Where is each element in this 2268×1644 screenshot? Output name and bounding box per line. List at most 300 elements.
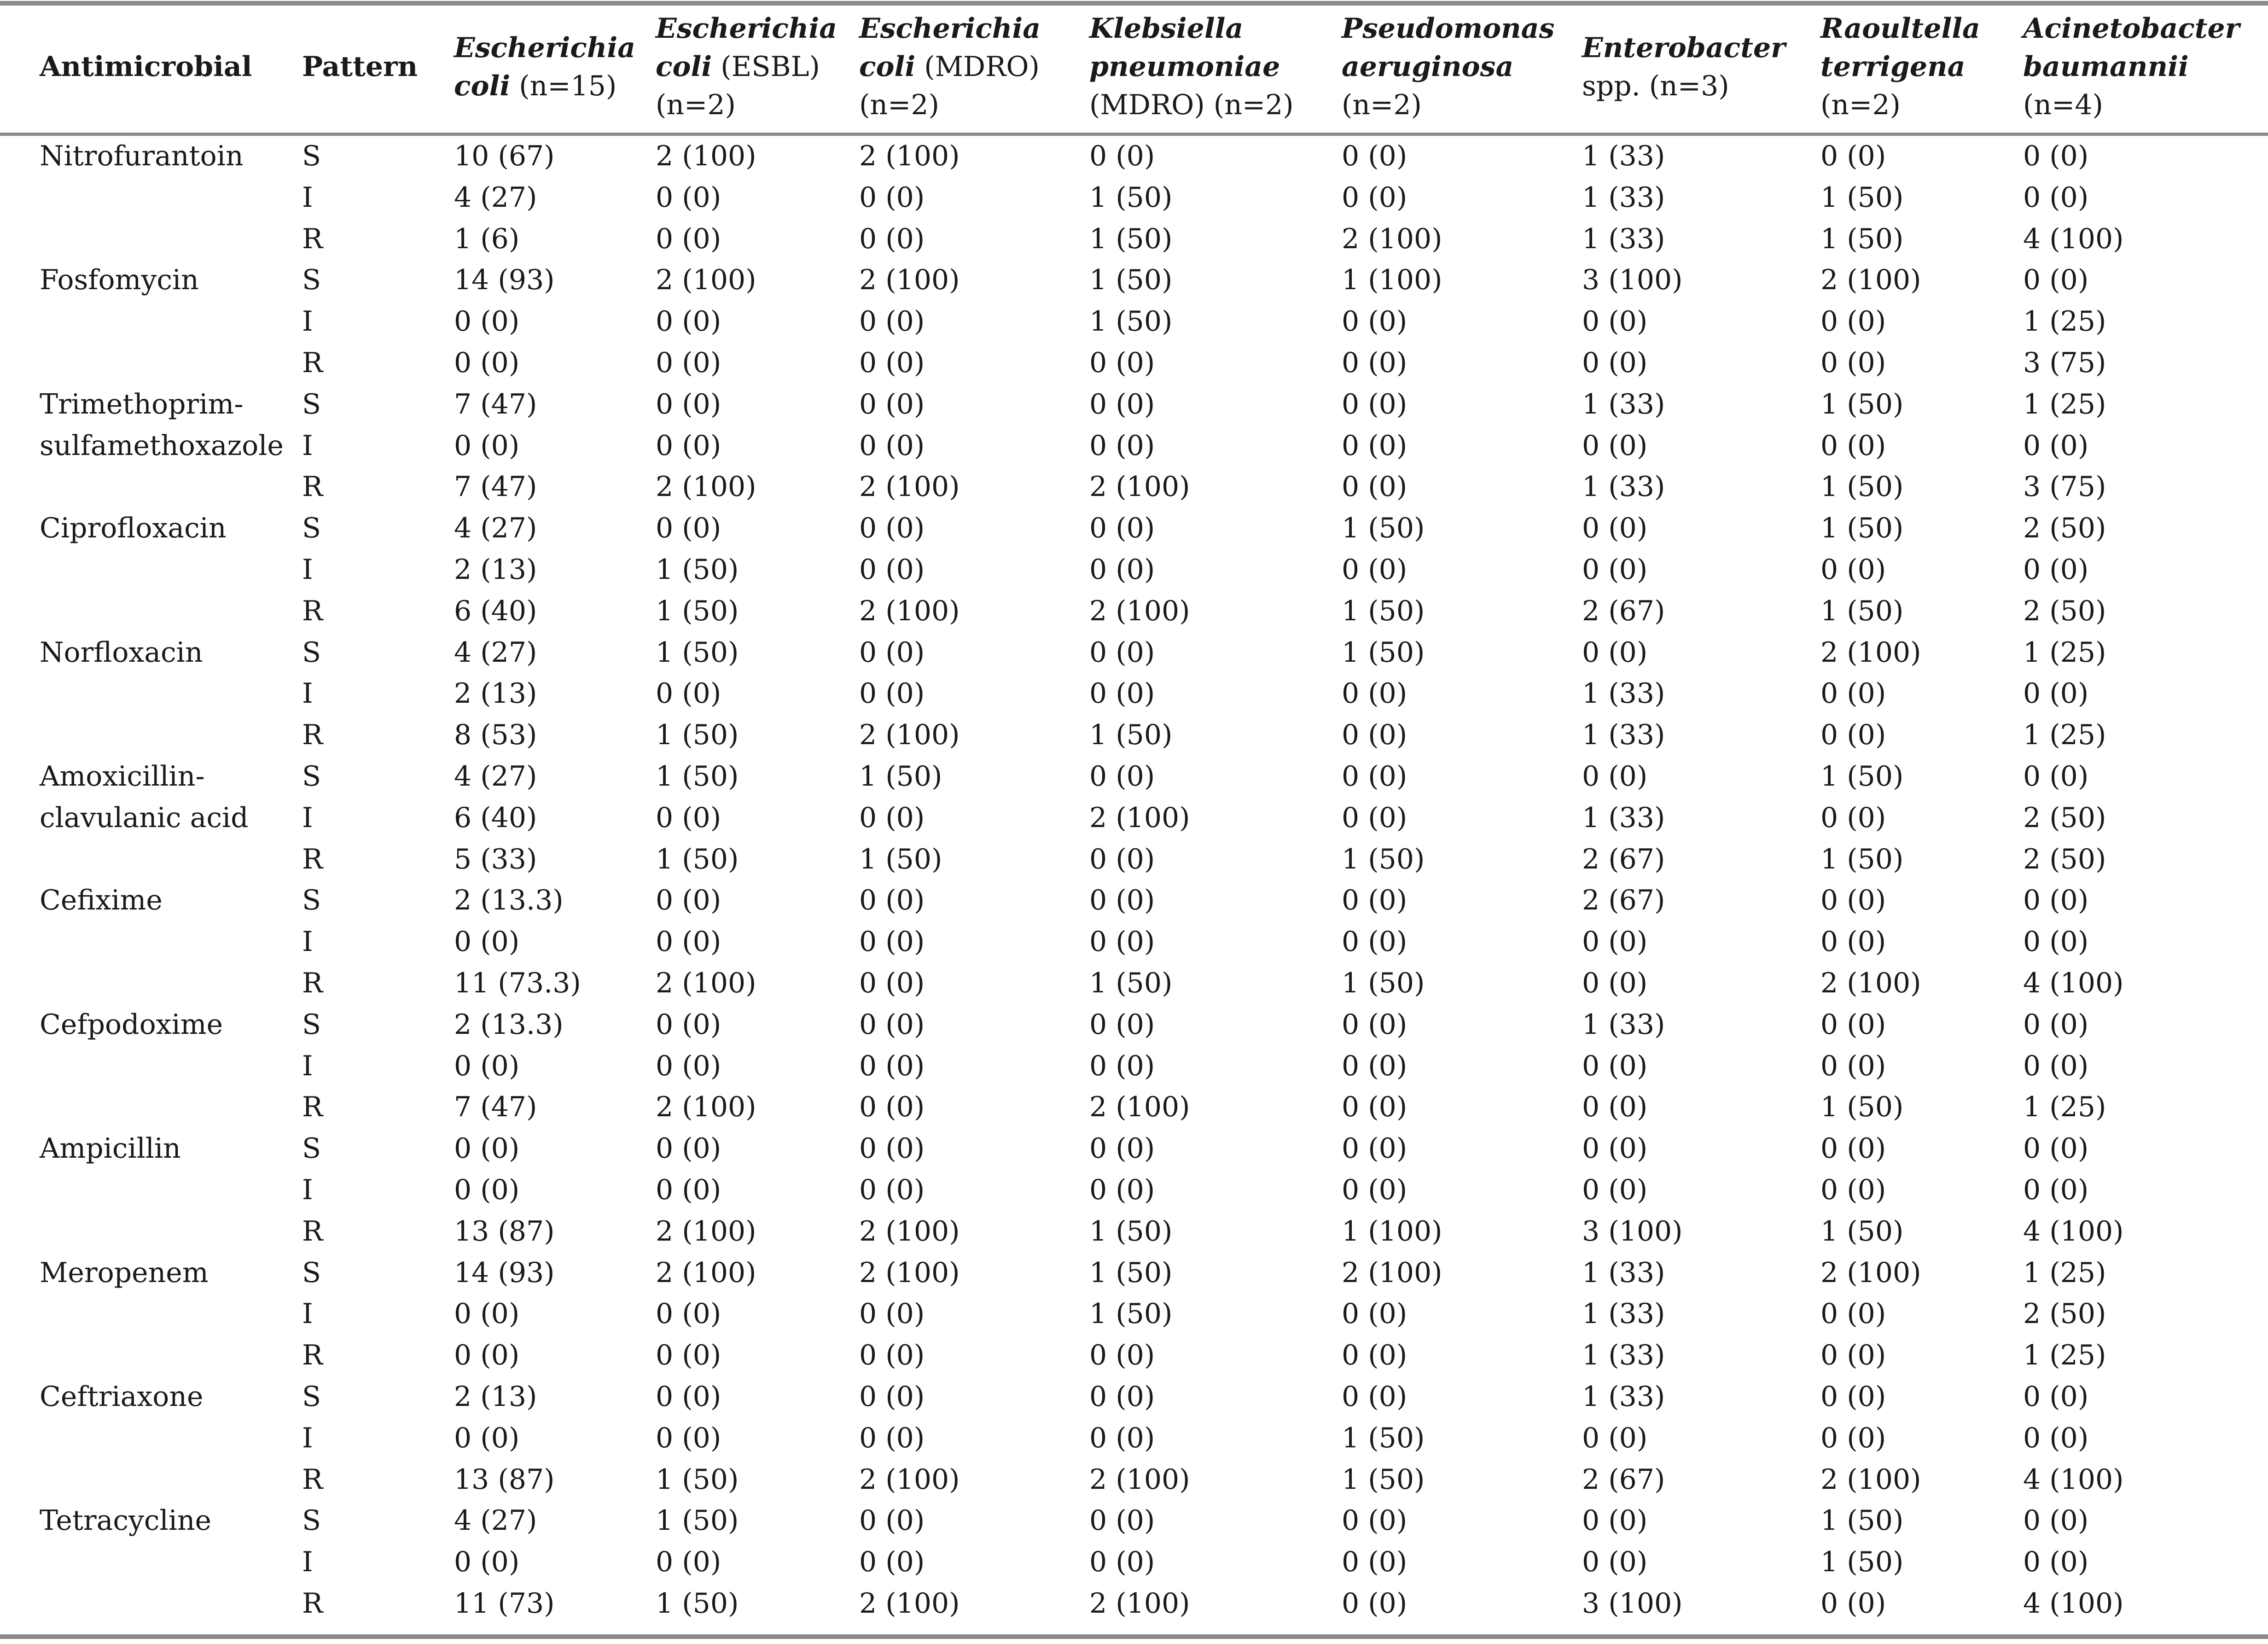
value-cell: 0 (0) <box>454 926 520 958</box>
table-row <box>0 715 2268 756</box>
header-organism-text: spp. (n=3) <box>1582 70 1729 102</box>
value-cell: 2 (100) <box>1820 1463 1921 1496</box>
value-cell: 2 (13.3) <box>454 1008 564 1041</box>
header-organism-text: Klebsiella <box>1089 12 1244 45</box>
table-row <box>0 1418 2268 1459</box>
value-cell: 1 (33) <box>1582 719 1665 752</box>
value-cell: 0 (0) <box>1342 1380 1407 1413</box>
left-gutter <box>0 301 40 343</box>
value-cell: 1 (25) <box>2023 1339 2106 1372</box>
value-cell: 1 (33) <box>1582 1380 1665 1413</box>
left-gutter <box>0 1418 40 1459</box>
pattern-cell: S <box>302 1008 321 1041</box>
value-cell: 0 (0) <box>2023 264 2089 297</box>
header-organism-line <box>859 48 1089 86</box>
value-cell: 0 (0) <box>1582 346 1648 379</box>
header-organism-text: (n=2) <box>656 89 736 121</box>
value-cell: 0 (0) <box>454 346 520 379</box>
antimicrobial-cell <box>40 1335 302 1376</box>
value-cell: 0 (0) <box>1820 1587 1886 1620</box>
value-cell: 4 (100) <box>2023 1463 2124 1496</box>
value-cell: 4 (27) <box>454 760 537 793</box>
left-gutter <box>0 466 40 508</box>
value-cell: 2 (13) <box>454 677 537 710</box>
header-organism-line <box>1820 86 2023 124</box>
pattern-cell: S <box>302 140 321 172</box>
value-cell: 2 (100) <box>1820 1256 1921 1289</box>
value-cell: 1 (50) <box>1089 1215 1173 1248</box>
value-cell: 0 (0) <box>454 1339 520 1372</box>
antimicrobial-cell <box>40 466 302 508</box>
left-gutter <box>0 1500 40 1542</box>
value-cell: 2 (50) <box>2023 1298 2106 1330</box>
value-cell: 0 (0) <box>656 181 721 214</box>
value-cell: 1 (50) <box>1820 1504 1904 1537</box>
pattern-cell: I <box>302 926 313 958</box>
value-cell: 0 (0) <box>859 388 925 420</box>
value-cell: 0 (0) <box>1089 843 1155 875</box>
value-cell: 0 (0) <box>1820 1380 1886 1413</box>
value-cell: 0 (0) <box>1089 1173 1155 1206</box>
value-cell: 0 (0) <box>859 1173 925 1206</box>
pattern-cell: S <box>302 1380 321 1413</box>
value-cell: 0 (0) <box>2023 760 2089 793</box>
header-organism-line <box>1820 10 2023 48</box>
value-cell: 0 (0) <box>1582 760 1648 793</box>
value-cell: 1 (50) <box>1089 181 1173 214</box>
value-cell: 0 (0) <box>656 1049 721 1082</box>
value-cell: 0 (0) <box>1089 1546 1155 1579</box>
value-cell: 2 (100) <box>859 264 960 297</box>
pattern-cell: S <box>302 512 321 545</box>
value-cell: 0 (0) <box>2023 1546 2089 1579</box>
pattern-cell: I <box>302 429 313 462</box>
value-cell: 0 (0) <box>859 429 925 462</box>
value-cell: 6 (40) <box>454 801 537 834</box>
header-organism-line <box>1089 48 1342 86</box>
value-cell: 7 (47) <box>454 471 537 503</box>
left-gutter <box>0 1170 40 1211</box>
value-cell: 2 (100) <box>1089 1463 1190 1496</box>
table-row <box>0 177 2268 219</box>
value-cell: 1 (50) <box>1089 719 1173 752</box>
value-cell: 4 (27) <box>454 181 537 214</box>
table-row <box>0 219 2268 260</box>
pattern-cell: I <box>302 553 313 586</box>
pattern-cell: I <box>302 1546 313 1579</box>
value-cell: 0 (0) <box>1342 760 1407 793</box>
value-cell: 2 (100) <box>656 1256 756 1289</box>
value-cell: 0 (0) <box>2023 1422 2089 1454</box>
value-cell: 1 (25) <box>2023 636 2106 669</box>
value-cell: 0 (0) <box>1820 429 1886 462</box>
left-gutter <box>0 177 40 219</box>
bottom-rule <box>0 1634 2268 1639</box>
table-row <box>0 1170 2268 1211</box>
value-cell: 1 (50) <box>656 1587 739 1620</box>
antimicrobial-cell <box>40 1583 302 1625</box>
pattern-cell: R <box>302 595 323 627</box>
value-cell: 0 (0) <box>1820 884 1886 917</box>
value-cell: 1 (33) <box>1582 222 1665 255</box>
value-cell: 0 (0) <box>859 305 925 338</box>
value-cell: 2 (100) <box>656 264 756 297</box>
left-gutter <box>0 260 40 301</box>
table-row <box>0 963 2268 1004</box>
antimicrobial-cell <box>40 715 302 756</box>
value-cell: 1 (50) <box>1089 1256 1173 1289</box>
table-row <box>0 466 2268 508</box>
value-cell: 0 (0) <box>1342 1173 1407 1206</box>
value-cell: 0 (0) <box>859 636 925 669</box>
table-row <box>0 1253 2268 1294</box>
value-cell: 2 (100) <box>1820 264 1921 297</box>
value-cell: 0 (0) <box>1342 1504 1407 1537</box>
pattern-cell: R <box>302 1339 323 1372</box>
value-cell: 1 (50) <box>1089 264 1173 297</box>
value-cell: 0 (0) <box>1342 1339 1407 1372</box>
value-cell: 2 (100) <box>859 719 960 752</box>
pattern-cell: I <box>302 181 313 214</box>
value-cell: 1 (33) <box>1582 471 1665 503</box>
antimicrobial-cell: Trimethoprim- <box>40 388 244 420</box>
antimicrobial-cell <box>40 177 302 219</box>
value-cell: 0 (0) <box>1582 636 1648 669</box>
value-cell: 0 (0) <box>1342 677 1407 710</box>
value-cell: 1 (6) <box>454 222 520 255</box>
value-cell: 1 (25) <box>2023 1256 2106 1289</box>
value-cell: 0 (0) <box>2023 884 2089 917</box>
value-cell: 2 (100) <box>859 1215 960 1248</box>
value-cell: 1 (33) <box>1582 677 1665 710</box>
header-organism-line <box>1820 48 2023 86</box>
table-row <box>0 1128 2268 1170</box>
value-cell: 0 (0) <box>1582 429 1648 462</box>
value-cell: 0 (0) <box>859 677 925 710</box>
value-cell: 1 (33) <box>1582 1298 1665 1330</box>
value-cell: 0 (0) <box>1089 926 1155 958</box>
value-cell: 2 (50) <box>2023 512 2106 545</box>
value-cell: 2 (100) <box>859 1463 960 1496</box>
value-cell: 2 (100) <box>859 595 960 627</box>
table-row <box>0 549 2268 591</box>
antimicrobial-cell: Cefpodoxime <box>40 1008 223 1041</box>
pattern-cell: I <box>302 1298 313 1330</box>
value-cell: 7 (47) <box>454 1091 537 1124</box>
left-gutter <box>0 715 40 756</box>
value-cell: 1 (50) <box>656 1504 739 1537</box>
value-cell: 0 (0) <box>656 926 721 958</box>
value-cell: 0 (0) <box>1820 1132 1886 1165</box>
antimicrobial-cell: Tetracycline <box>40 1504 212 1537</box>
header-organism-text: (MDRO) <box>915 51 1040 83</box>
value-cell: 1 (50) <box>656 843 739 875</box>
antimicrobial-cell: Meropenem <box>40 1256 209 1289</box>
value-cell: 2 (100) <box>859 140 960 172</box>
antimicrobial-cell <box>40 343 302 384</box>
left-gutter <box>0 963 40 1004</box>
pattern-cell: S <box>302 884 321 917</box>
value-cell: 0 (0) <box>1342 346 1407 379</box>
value-cell: 0 (0) <box>1820 140 1886 172</box>
pattern-cell: R <box>302 346 323 379</box>
value-cell: 1 (50) <box>1342 843 1425 875</box>
value-cell: 2 (100) <box>656 1215 756 1248</box>
value-cell: 1 (50) <box>1820 595 1904 627</box>
header-organism <box>1342 0 1582 134</box>
left-gutter <box>0 508 40 549</box>
value-cell: 0 (0) <box>1089 388 1155 420</box>
table-row <box>0 1500 2268 1542</box>
value-cell: 0 (0) <box>1820 346 1886 379</box>
value-cell: 2 (100) <box>1089 595 1190 627</box>
table-row <box>0 1294 2268 1335</box>
value-cell: 6 (40) <box>454 595 537 627</box>
header-organism <box>656 0 859 134</box>
antimicrobial-cell: Ciprofloxacin <box>40 512 227 545</box>
value-cell: 0 (0) <box>859 1008 925 1041</box>
table-body <box>0 134 2268 1625</box>
table-row <box>0 1004 2268 1046</box>
value-cell: 0 (0) <box>1820 1173 1886 1206</box>
table-row <box>0 508 2268 549</box>
value-cell: 0 (0) <box>1820 305 1886 338</box>
value-cell: 1 (50) <box>1820 512 1904 545</box>
value-cell: 2 (100) <box>1342 222 1442 255</box>
value-cell: 2 (100) <box>1089 1587 1190 1620</box>
antimicrobial-cell <box>40 839 302 880</box>
header-organism-line <box>1089 86 1342 124</box>
value-cell: 0 (0) <box>859 181 925 214</box>
value-cell: 2 (100) <box>1342 1256 1442 1289</box>
value-cell: 0 (0) <box>2023 429 2089 462</box>
header-organism-text: coli <box>859 51 916 83</box>
value-cell: 0 (0) <box>1582 1091 1648 1124</box>
value-cell: 1 (50) <box>656 553 739 586</box>
value-cell: 0 (0) <box>1582 512 1648 545</box>
table-row <box>0 1087 2268 1128</box>
value-cell: 1 (50) <box>1342 967 1425 999</box>
value-cell: 0 (0) <box>1089 1049 1155 1082</box>
header-pattern: Pattern <box>302 51 418 83</box>
value-cell: 3 (75) <box>2023 346 2106 379</box>
value-cell: 0 (0) <box>859 1422 925 1454</box>
value-cell: 0 (0) <box>1820 1298 1886 1330</box>
value-cell: 2 (67) <box>1582 1463 1665 1496</box>
value-cell: 0 (0) <box>1342 429 1407 462</box>
antimicrobial-cell <box>40 921 302 963</box>
table-row <box>0 1583 2268 1625</box>
value-cell: 8 (53) <box>454 719 537 752</box>
value-cell: 2 (100) <box>1089 1091 1190 1124</box>
header-organism-text: pneumoniae <box>1089 51 1280 83</box>
value-cell: 0 (0) <box>454 429 520 462</box>
pattern-cell: I <box>302 305 313 338</box>
header-organism <box>1820 0 2023 134</box>
table-row <box>0 1046 2268 1087</box>
antimicrobial-cell: Ampicillin <box>40 1132 181 1165</box>
value-cell: 3 (100) <box>1582 264 1683 297</box>
value-cell: 0 (0) <box>859 1091 925 1124</box>
value-cell: 0 (0) <box>2023 181 2089 214</box>
value-cell: 0 (0) <box>2023 1380 2089 1413</box>
value-cell: 0 (0) <box>656 305 721 338</box>
table-row <box>0 921 2268 963</box>
value-cell: 0 (0) <box>454 305 520 338</box>
value-cell: 2 (13) <box>454 553 537 586</box>
value-cell: 1 (25) <box>2023 719 2106 752</box>
left-gutter <box>0 798 40 839</box>
table-row <box>0 756 2268 798</box>
left-gutter <box>0 1046 40 1087</box>
value-cell: 0 (0) <box>859 512 925 545</box>
value-cell: 1 (50) <box>1342 636 1425 669</box>
header-organism-text: Escherichia <box>859 12 1041 45</box>
left-gutter <box>0 1335 40 1376</box>
pattern-cell: R <box>302 843 323 875</box>
pattern-cell: S <box>302 1504 321 1537</box>
value-cell: 0 (0) <box>1582 967 1648 999</box>
value-cell: 0 (0) <box>1342 553 1407 586</box>
value-cell: 2 (67) <box>1582 843 1665 875</box>
value-cell: 0 (0) <box>859 1504 925 1537</box>
value-cell: 0 (0) <box>859 346 925 379</box>
table-row <box>0 591 2268 632</box>
value-cell: 0 (0) <box>1582 1422 1648 1454</box>
value-cell: 3 (75) <box>2023 471 2106 503</box>
pattern-cell: S <box>302 636 321 669</box>
table-row <box>0 301 2268 343</box>
antimicrobial-cell <box>40 1418 302 1459</box>
value-cell: 7 (47) <box>454 388 537 420</box>
value-cell: 0 (0) <box>1582 1132 1648 1165</box>
header-organism-line <box>2023 48 2268 86</box>
value-cell: 1 (33) <box>1582 1339 1665 1372</box>
header-organism-text: (n=2) <box>1342 89 1422 121</box>
header-organism-text: coli <box>454 70 511 102</box>
table-row <box>0 1459 2268 1501</box>
value-cell: 2 (13.3) <box>454 884 564 917</box>
value-cell: 0 (0) <box>859 222 925 255</box>
left-gutter <box>0 0 40 134</box>
value-cell: 0 (0) <box>454 1546 520 1579</box>
left-gutter <box>0 591 40 632</box>
value-cell: 0 (0) <box>454 1298 520 1330</box>
value-cell: 0 (0) <box>1342 926 1407 958</box>
antimicrobial-cell <box>40 591 302 632</box>
antimicrobial-cell: clavulanic acid <box>40 801 249 834</box>
table-row <box>0 880 2268 921</box>
value-cell: 1 (50) <box>859 760 942 793</box>
value-cell: 0 (0) <box>656 1380 721 1413</box>
pattern-cell: I <box>302 1422 313 1454</box>
left-gutter <box>0 343 40 384</box>
value-cell: 1 (100) <box>1342 264 1442 297</box>
value-cell: 0 (0) <box>1089 1339 1155 1372</box>
pattern-cell: R <box>302 1215 323 1248</box>
header-row <box>0 0 2268 134</box>
value-cell: 1 (50) <box>656 636 739 669</box>
value-cell: 1 (33) <box>1582 181 1665 214</box>
left-gutter <box>0 1087 40 1128</box>
value-cell: 0 (0) <box>1820 719 1886 752</box>
pattern-cell: R <box>302 222 323 255</box>
value-cell: 0 (0) <box>1089 677 1155 710</box>
value-cell: 0 (0) <box>2023 1173 2089 1206</box>
antimicrobial-cell: sulfamethoxazole <box>40 429 284 462</box>
header-organism-text: Pseudomonas <box>1342 12 1555 45</box>
table-row <box>0 384 2268 426</box>
header-organism-text: Acinetobacter <box>2023 12 2240 45</box>
value-cell: 2 (50) <box>2023 843 2106 875</box>
value-cell: 0 (0) <box>454 1132 520 1165</box>
value-cell: 0 (0) <box>1342 1298 1407 1330</box>
value-cell: 0 (0) <box>2023 1504 2089 1537</box>
header-organism <box>454 0 656 134</box>
value-cell: 4 (100) <box>2023 1215 2124 1248</box>
table-row <box>0 673 2268 715</box>
value-cell: 0 (0) <box>859 884 925 917</box>
header-organism <box>1089 0 1342 134</box>
antimicrobial-cell <box>40 1087 302 1128</box>
antimicrobial-cell <box>40 301 302 343</box>
header-organism-text: Raoultella <box>1820 12 1980 45</box>
value-cell: 0 (0) <box>454 1422 520 1454</box>
value-cell: 2 (100) <box>859 1256 960 1289</box>
value-cell: 2 (100) <box>859 471 960 503</box>
value-cell: 0 (0) <box>859 967 925 999</box>
pattern-cell: R <box>302 719 323 752</box>
value-cell: 0 (0) <box>656 1132 721 1165</box>
value-cell: 0 (0) <box>1342 388 1407 420</box>
antimicrobial-cell: Norfloxacin <box>40 636 203 669</box>
value-cell: 0 (0) <box>1342 884 1407 917</box>
value-cell: 5 (33) <box>454 843 537 875</box>
header-organism-line <box>1342 86 1582 124</box>
value-cell: 2 (100) <box>1089 801 1190 834</box>
value-cell: 0 (0) <box>2023 1049 2089 1082</box>
value-cell: 1 (50) <box>1089 1298 1173 1330</box>
value-cell: 2 (100) <box>656 471 756 503</box>
left-gutter <box>0 1583 40 1625</box>
antimicrobial-cell <box>40 673 302 715</box>
value-cell: 0 (0) <box>656 1173 721 1206</box>
left-gutter <box>0 426 40 467</box>
header-organism-line <box>656 10 859 48</box>
value-cell: 0 (0) <box>1820 553 1886 586</box>
value-cell: 0 (0) <box>656 1546 721 1579</box>
value-cell: 2 (100) <box>1089 471 1190 503</box>
header-organism-text: baumannii <box>2023 51 2189 83</box>
value-cell: 1 (33) <box>1582 388 1665 420</box>
antimicrobial-cell <box>40 1046 302 1087</box>
value-cell: 3 (100) <box>1582 1587 1683 1620</box>
value-cell: 0 (0) <box>1342 1008 1407 1041</box>
left-gutter <box>0 1253 40 1294</box>
value-cell: 1 (50) <box>1089 305 1173 338</box>
header-organism-text: Enterobacter <box>1582 31 1785 64</box>
value-cell: 0 (0) <box>1342 1091 1407 1124</box>
antimicrobial-cell: Ceftriaxone <box>40 1380 204 1413</box>
value-cell: 1 (50) <box>1820 843 1904 875</box>
pattern-cell: I <box>302 1049 313 1082</box>
header-organism-line <box>859 86 1089 124</box>
header-organism-text: (n=15) <box>510 70 617 102</box>
table-row <box>0 426 2268 467</box>
value-cell: 13 (87) <box>454 1463 555 1496</box>
antimicrobial-cell <box>40 1211 302 1253</box>
value-cell: 2 (67) <box>1582 595 1665 627</box>
